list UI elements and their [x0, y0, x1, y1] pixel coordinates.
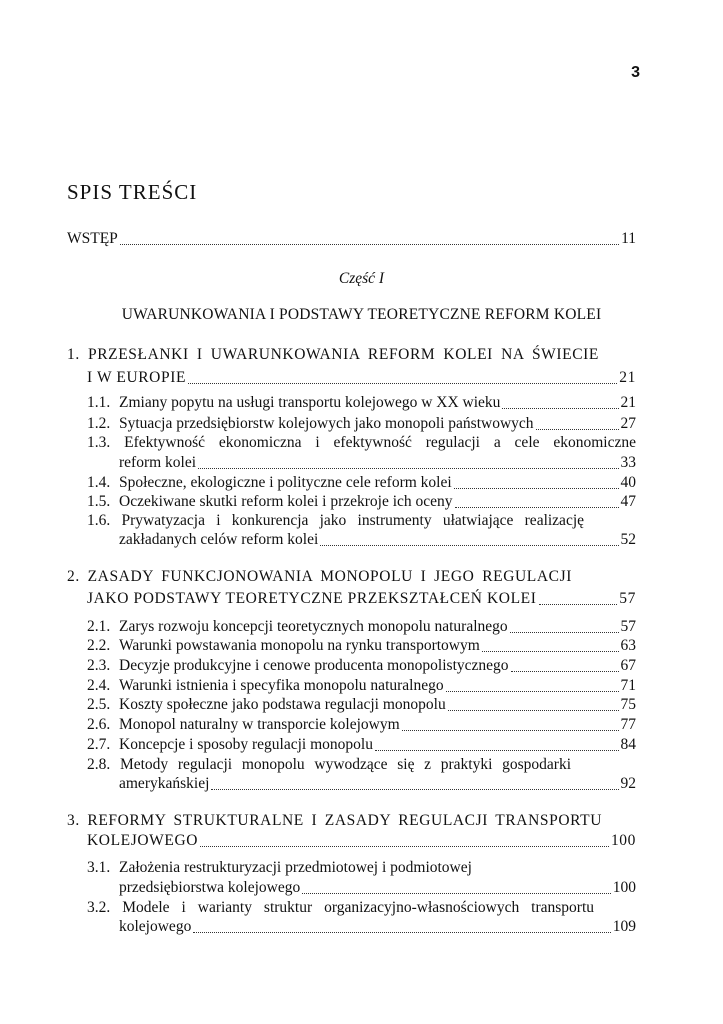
toc-page-number: 11 [621, 230, 636, 247]
leader-dots [536, 429, 619, 430]
chapter-title: ZASADY FUNKCJONOWANIA MONOPOLU I JEGO REGULACJI [87, 568, 572, 585]
section-title: Oczekiwane skutki reform kolei i przekroje ich oceny [119, 493, 453, 510]
leader-dots [193, 932, 610, 933]
leader-dots [211, 789, 618, 790]
section-title-cont: zakładanych celów reform kolei [119, 531, 319, 548]
section-2-7[interactable] [87, 734, 636, 756]
leader-dots [188, 383, 617, 384]
section-title: Zarys rozwoju koncepcji teoretycznych monopolu naturalnego [119, 618, 508, 635]
section-number: 2.6. [87, 716, 111, 733]
section-1-3-line2[interactable] [119, 452, 636, 474]
toc-page-number: 84 [620, 736, 636, 753]
leader-dots [446, 691, 619, 692]
section-number: 2.3. [87, 657, 111, 674]
chapter-number: 1. [67, 346, 80, 363]
section-2-3[interactable] [87, 655, 636, 677]
chapter-2-title-line2[interactable] [87, 588, 636, 610]
toc-page-number: 27 [620, 415, 636, 432]
toc-entry-label: WSTĘP [67, 230, 118, 247]
chapter-title: PRZESŁANKI I UWARUNKOWANIA REFORM KOLEI NA ŚWIECIE [87, 346, 599, 363]
section-number: 1.1. [87, 394, 111, 411]
leader-dots [502, 408, 618, 409]
section-number: 2.8. [87, 756, 111, 773]
chapter-title-cont: KOLEJOWEGO [87, 832, 199, 849]
section-number: 3.2. [87, 899, 111, 916]
chapter-number: 2. [67, 568, 80, 585]
toc-page-number: 33 [620, 454, 636, 471]
toc-page-number: 100 [610, 832, 636, 849]
section-number: 2.5. [87, 696, 111, 713]
section-3-2-line2[interactable] [119, 916, 636, 938]
section-title: Decyzje produkcyjne i cenowe producenta monopolistycznego [119, 657, 509, 674]
page-number: 3 [631, 64, 640, 81]
toc-page-number: 92 [620, 775, 636, 792]
chapter-3-title-line2[interactable] [87, 830, 636, 852]
leader-dots [539, 604, 618, 605]
chapter-title-cont: JAKO PODSTAWY TEORETYCZNE PRZEKSZTAŁCEŃ KOLEI [87, 590, 537, 607]
toc-page-number: 100 [612, 879, 636, 896]
section-title: Metody regulacji monopolu wywodzące się z praktyki gospodarki [119, 756, 572, 773]
section-title: Społeczne, ekologiczne i polityczne cele reform kolei [119, 474, 452, 491]
section-2-2[interactable] [87, 635, 636, 657]
section-number: 2.7. [87, 736, 111, 753]
section-1-1[interactable] [87, 392, 636, 414]
section-number: 2.1. [87, 618, 111, 635]
page-title: SPIS TREŚCI [67, 180, 198, 205]
section-2-8-line2[interactable] [119, 773, 636, 795]
part-title: UWARUNKOWANIA I PODSTAWY TEORETYCZNE REFORM KOLEI [121, 306, 602, 323]
toc-page-number: 40 [620, 474, 636, 491]
section-title: Efektywność ekonomiczna i efektywność regulacji a cele ekonomiczne [124, 434, 636, 451]
section-title: Założenia restrukturyzacji przedmiotowej i podmiotowej [119, 859, 472, 876]
toc-page-number: 109 [612, 918, 636, 935]
section-title-cont: reform kolei [119, 454, 197, 471]
section-title: Sytuacja przedsiębiorstw kolejowych jako monopoli państwowych [119, 415, 534, 432]
leader-dots [200, 846, 609, 847]
chapter-3-title-line1[interactable] [67, 810, 602, 832]
section-title-cont: przedsiębiorstwa kolejowego [119, 879, 301, 896]
section-2-6[interactable] [87, 714, 636, 736]
leader-dots [448, 710, 619, 711]
section-title-cont: amerykańskiej [119, 775, 210, 792]
section-title: Modele i warianty struktur organizacyjno-własnościowych transportu [122, 899, 595, 916]
leader-dots [120, 244, 619, 245]
section-1-6-line2[interactable] [119, 529, 636, 551]
section-3-1-line1[interactable] [87, 857, 636, 879]
leader-dots [510, 632, 619, 633]
toc-page-number: 77 [620, 716, 636, 733]
leader-dots [455, 507, 619, 508]
section-number: 1.5. [87, 493, 111, 510]
toc-page-number: 63 [620, 637, 636, 654]
leader-dots [375, 750, 619, 751]
leader-dots [402, 730, 619, 731]
leader-dots [198, 468, 618, 469]
section-number: 2.2. [87, 637, 111, 654]
toc-page-number: 57 [619, 590, 636, 607]
section-number: 3.1. [87, 859, 111, 876]
section-title-cont: kolejowego [119, 918, 192, 935]
section-title: Monopol naturalny w transporcie kolejowym [119, 716, 400, 733]
section-title: Warunki istnienia i specyfika monopolu naturalnego [119, 677, 444, 694]
toc-page-number: 52 [620, 531, 636, 548]
part-label: Część I [338, 270, 385, 287]
section-title: Koszty społeczne jako podstawa regulacji monopolu [119, 696, 446, 713]
toc-page-number: 21 [620, 394, 636, 411]
leader-dots [320, 545, 618, 546]
chapter-2-title-line1[interactable] [67, 566, 572, 588]
chapter-title-cont: I W EUROPIE [87, 369, 187, 386]
toc-page-number: 71 [620, 677, 636, 694]
chapter-number: 3. [67, 812, 80, 829]
section-title: Zmiany popytu na usługi transportu kolejowego w XX wieku [119, 394, 501, 411]
section-title: Koncepcje i sposoby regulacji monopolu [119, 736, 373, 753]
toc-page-number: 67 [620, 657, 636, 674]
leader-dots [482, 651, 619, 652]
section-number: 2.4. [87, 677, 111, 694]
leader-dots [302, 893, 611, 894]
section-title: Prywatyzacja i konkurencja jako instrumenty ułatwiające realizację [121, 512, 585, 529]
section-3-1-line2[interactable] [119, 877, 636, 899]
toc-page-number: 57 [620, 618, 636, 635]
section-number: 1.3. [87, 434, 111, 451]
toc-page-number: 47 [620, 493, 636, 510]
section-title: Warunki powstawania monopolu na rynku transportowym [119, 637, 480, 654]
chapter-1-title-line2[interactable] [87, 367, 636, 389]
chapter-title: REFORMY STRUKTURALNE I ZASADY REGULACJI TRANSPORTU [87, 812, 602, 829]
toc-entry-intro[interactable] [67, 228, 636, 250]
toc-page-number: 21 [619, 369, 636, 386]
section-number: 1.4. [87, 474, 111, 491]
chapter-1-title-line1[interactable] [67, 344, 599, 366]
section-1-3-line1[interactable] [87, 432, 636, 454]
leader-dots [454, 488, 619, 489]
toc-page-number: 75 [620, 696, 636, 713]
leader-dots [511, 671, 619, 672]
section-number: 1.6. [87, 512, 111, 529]
section-number: 1.2. [87, 415, 111, 432]
section-2-5[interactable] [87, 694, 636, 716]
